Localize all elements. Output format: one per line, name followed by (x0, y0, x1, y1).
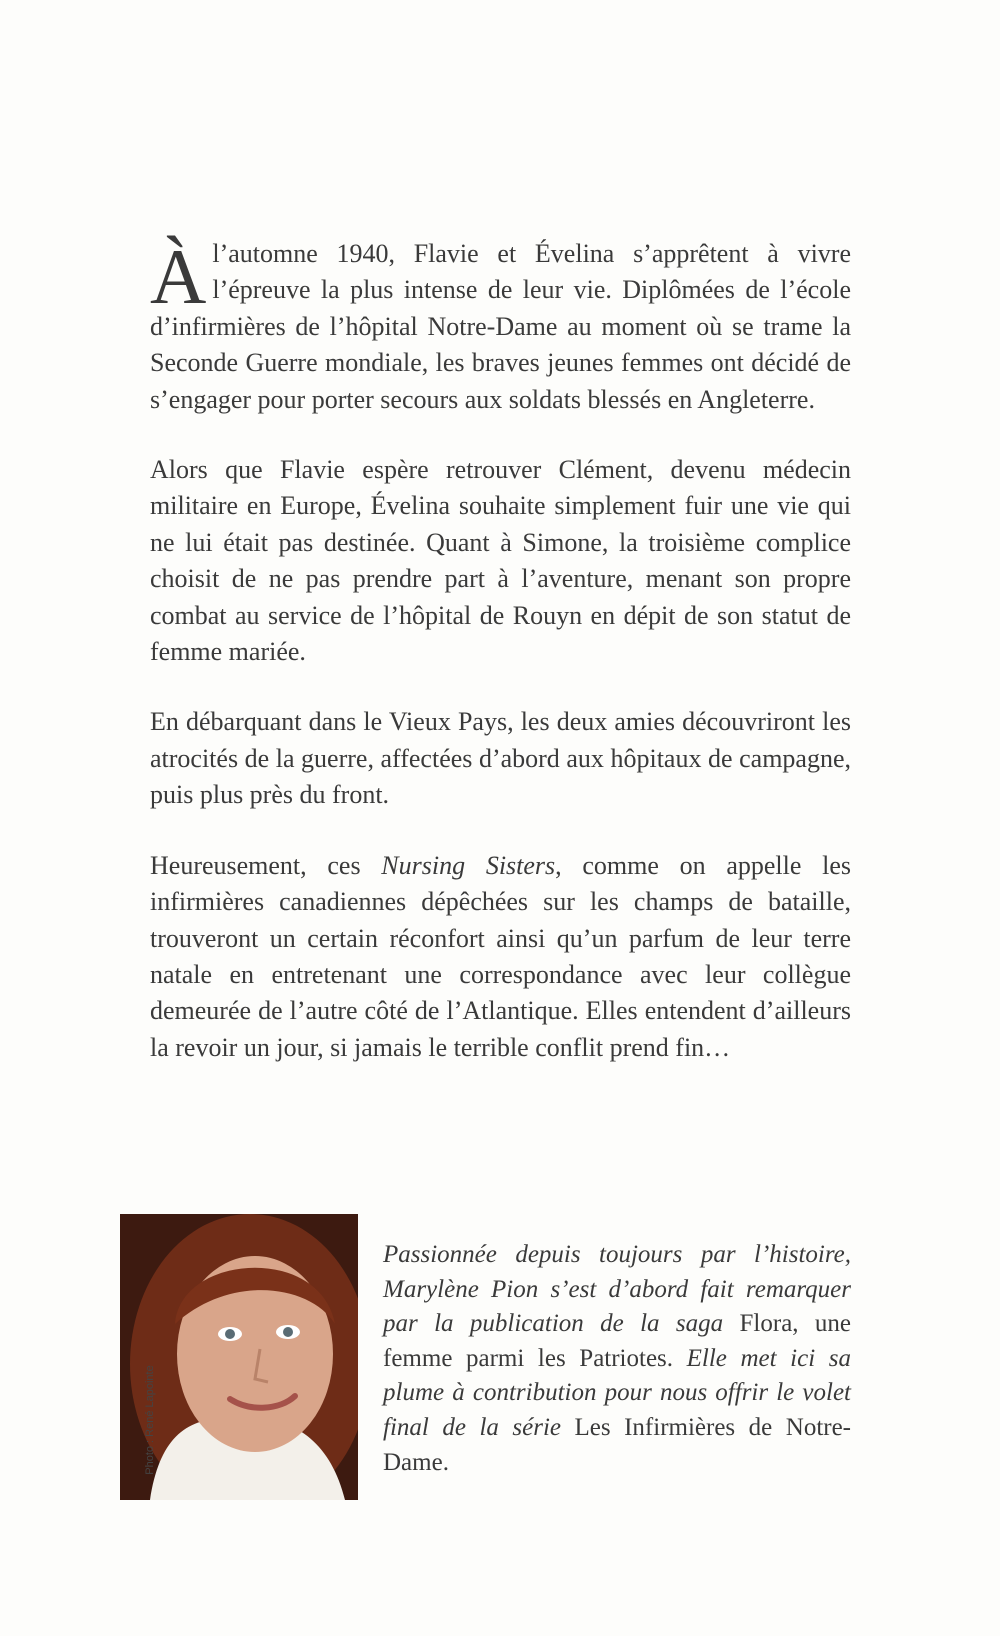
blurb-paragraph-1-text: l’automne 1940, Flavie et Évelina s’apprêtent à vivre l’épreuve la plus intense de leur vie. Diplômées de l’école d’infirmières de l’hôpital Notre-Dame au moment où se trame la Seconde Guerre mondiale, les braves jeunes femmes ont décidé de s’engager pour porter secours aux soldats blessés en Angleterre. (150, 239, 851, 414)
blurb-paragraph-3: En débarquant dans le Vieux Pays, les deux amies découvriront les atrocités de la guerre, affectées d’abord aux hôpitaux de campagne, puis plus près du front. (150, 707, 851, 810)
blurb-paragraph-4-start: Heureusement, ces (150, 850, 382, 880)
photo-credit: Photo : René Lapointe (144, 1365, 156, 1475)
drop-cap: À (150, 233, 207, 320)
author-bio-part-1: Passionnée depuis toujours par l’histoire, Marylène Pion s’est d’abord fait remarquer par la publication de la saga (383, 1241, 851, 1338)
author-bio-part-2: Elle met ici sa plume à contribution pour nous offrir le volet final de la série (383, 1344, 851, 1441)
blurb-paragraph-1 (150, 233, 851, 418)
back-cover-blurb (150, 233, 851, 1100)
nursing-sisters-term: Nursing Sisters (381, 850, 556, 880)
blurb-paragraph-4 (150, 848, 851, 1066)
author-bio (383, 1238, 851, 1480)
book-title-flora: Flora, une femme parmi les Patriotes. (383, 1310, 851, 1372)
series-title: Les Infirmières de Notre-Dame. (383, 1413, 852, 1476)
author-section (120, 1214, 851, 1504)
blurb-paragraph-2: Alors que Flavie espère retrouver Clément, devenu médecin militaire en Europe, Évelina souhaite simplement fuir une vie qui ne lui était pas destinée. Quant à Simone, la troisième complice choisit de ne pas prendre part à l’aventure, menant son propre combat au service de l’hôpital de Rouyn en dépit de son statut de femme mariée. (150, 455, 851, 667)
blurb-paragraph-4-end: , comme on appelle les infirmières canadiennes dépêchées sur les champs de bataille, trouveront un certain réconfort ainsi qu’un parfum de leur terre natale en entretenant une correspondance avec leur collègue demeurée de l’autre côté de l’Atlantique. Elles entendent d’ailleurs la revoir un jour, si jamais le terrible conflit prend fin… (150, 850, 851, 1062)
